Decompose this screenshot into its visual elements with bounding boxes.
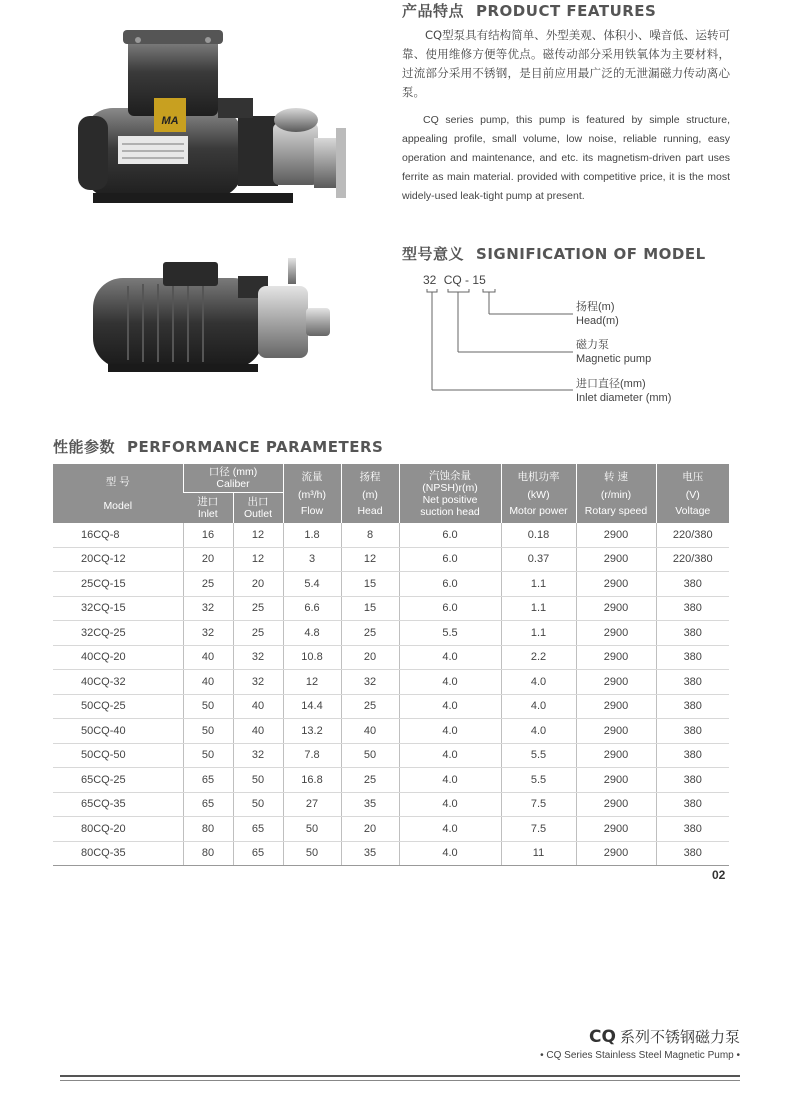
header-power: [501, 464, 576, 523]
cell-inlet: 16: [183, 523, 233, 547]
cell-inlet: 40: [183, 670, 233, 695]
cell-voltage: 220/380: [656, 547, 729, 572]
product-features-heading: [402, 0, 656, 21]
cell-voltage: 380: [656, 645, 729, 670]
product-features-title-en: PRODUCT FEATURES: [476, 2, 657, 20]
header-model: [53, 464, 183, 523]
table-row: [53, 817, 729, 842]
header-model-cn: 型 号: [105, 475, 130, 488]
cell-flow: 4.8: [283, 621, 341, 646]
cell-outlet: 20: [233, 572, 283, 597]
cell-speed: 2900: [576, 792, 656, 817]
header-speed-unit: (r/min): [600, 488, 632, 501]
header-npsh-unit: (NPSH)r(m): [422, 481, 478, 494]
cell-voltage: 380: [656, 841, 729, 866]
table-row: [53, 743, 729, 768]
header-outlet-en: Outlet: [243, 508, 272, 520]
model-inlet-en: Inlet diameter (mm): [576, 392, 672, 404]
header-head-en: Head: [357, 504, 383, 517]
header-inlet-en: Inlet: [197, 508, 218, 520]
cell-speed: 2900: [576, 743, 656, 768]
cell-power: 5.5: [501, 768, 576, 793]
header-npsh-en2: suction head: [420, 505, 480, 518]
cell-model: 50CQ-40: [53, 719, 183, 744]
table-row: [53, 645, 729, 670]
cell-power: 4.0: [501, 694, 576, 719]
model-head-label: [576, 300, 619, 328]
cell-head: 8: [341, 523, 399, 547]
cell-npsh: 4.0: [399, 841, 501, 866]
cell-voltage: 380: [656, 817, 729, 842]
header-voltage-cn: 电压: [682, 470, 704, 483]
cell-model: 80CQ-20: [53, 817, 183, 842]
cell-model: 40CQ-20: [53, 645, 183, 670]
model-code: [423, 273, 486, 287]
cell-voltage: 380: [656, 719, 729, 744]
cell-outlet: 32: [233, 645, 283, 670]
table-row: [53, 547, 729, 572]
cell-model: 50CQ-50: [53, 743, 183, 768]
cell-speed: 2900: [576, 817, 656, 842]
cell-speed: 2900: [576, 768, 656, 793]
model-magnetic-en: Magnetic pump: [576, 353, 652, 365]
header-speed-cn: 转 速: [604, 470, 628, 483]
cell-model: 20CQ-12: [53, 547, 183, 572]
cell-power: 1.1: [501, 621, 576, 646]
cell-inlet: 40: [183, 645, 233, 670]
cell-npsh: 4.0: [399, 792, 501, 817]
header-head-unit: (m): [362, 488, 378, 501]
cell-power: 0.37: [501, 547, 576, 572]
cell-voltage: 380: [656, 792, 729, 817]
model-inlet-label: [576, 377, 671, 405]
cell-outlet: 50: [233, 768, 283, 793]
header-power-cn: 电机功率: [517, 470, 560, 483]
cell-voltage: 380: [656, 743, 729, 768]
cell-flow: 1.8: [283, 523, 341, 547]
cell-flow: 3: [283, 547, 341, 572]
cell-power: 7.5: [501, 792, 576, 817]
page-number: 02: [712, 868, 726, 882]
header-power-en: Motor power: [509, 504, 568, 517]
header-flow-cn: 流量: [301, 470, 323, 483]
cell-voltage: 380: [656, 621, 729, 646]
header-head: [341, 464, 399, 523]
cell-head: 50: [341, 743, 399, 768]
model-code-dash: -: [465, 273, 470, 287]
cell-npsh: 5.5: [399, 621, 501, 646]
cell-head: 20: [341, 645, 399, 670]
cell-npsh: 4.0: [399, 694, 501, 719]
cell-power: 0.18: [501, 523, 576, 547]
cell-outlet: 25: [233, 621, 283, 646]
cell-inlet: 80: [183, 817, 233, 842]
cell-speed: 2900: [576, 596, 656, 621]
cell-model: 25CQ-15: [53, 572, 183, 597]
model-sig-title-en: SIGNIFICATION OF MODEL: [476, 245, 706, 263]
header-outlet: [233, 493, 283, 524]
footer-rule-thin: [60, 1080, 740, 1081]
cell-model: 16CQ-8: [53, 523, 183, 547]
cell-model: 80CQ-35: [53, 841, 183, 866]
cell-outlet: 32: [233, 743, 283, 768]
cell-power: 1.1: [501, 572, 576, 597]
cell-outlet: 12: [233, 523, 283, 547]
cell-inlet: 80: [183, 841, 233, 866]
cell-speed: 2900: [576, 572, 656, 597]
cell-head: 15: [341, 596, 399, 621]
header-speed: [576, 464, 656, 523]
performance-table-body: [53, 523, 729, 866]
cell-inlet: 32: [183, 621, 233, 646]
cell-model: 40CQ-32: [53, 670, 183, 695]
cell-power: 5.5: [501, 743, 576, 768]
cell-npsh: 4.0: [399, 817, 501, 842]
header-voltage-unit: (V): [685, 488, 700, 501]
header-power-unit: (kW): [527, 488, 550, 501]
table-row: [53, 572, 729, 597]
header-head-cn: 扬程: [359, 470, 381, 483]
header-npsh-cn: 汽蚀余量: [429, 469, 471, 482]
cell-outlet: 40: [233, 694, 283, 719]
cell-head: 25: [341, 621, 399, 646]
cell-npsh: 4.0: [399, 768, 501, 793]
cell-power: 11: [501, 841, 576, 866]
cell-power: 4.0: [501, 719, 576, 744]
model-signification-heading: [402, 243, 706, 264]
table-row: [53, 621, 729, 646]
header-caliber: [183, 464, 283, 493]
footer-series: CQ: [589, 1027, 616, 1047]
model-inlet-cn: 进口直径(mm): [576, 378, 646, 390]
header-caliber-en: Caliber: [216, 478, 250, 490]
cell-npsh: 6.0: [399, 596, 501, 621]
product-features-text-en: CQ series pump, this pump is featured by simple structure, appealing profile, small volume, low noise, reliable running, easy operation and maintenance, and etc. its magnetism-driven part uses ferrite as main material. provided with competitive price, it is the most widely-used leak-tight pump at present.: [402, 114, 730, 202]
product-features-text-cn: CQ型泵具有结构简单、外型美观、体积小、噪音低、运转可靠、使用维修方便等优点。磁传动部分采用铁氧体为主要材料，过流部分采用不锈钢，是目前应用最广泛的无泄漏磁力传动离心泵。: [402, 28, 730, 99]
cell-voltage: 380: [656, 768, 729, 793]
table-row: [53, 841, 729, 866]
performance-title-en: PERFORMANCE PARAMETERS: [127, 438, 384, 456]
cell-outlet: 25: [233, 596, 283, 621]
header-flow: [283, 464, 341, 523]
cell-speed: 2900: [576, 694, 656, 719]
explosion-proof-pump-image: [78, 28, 348, 213]
cell-model: 32CQ-15: [53, 596, 183, 621]
cell-inlet: 50: [183, 694, 233, 719]
cell-outlet: 65: [233, 817, 283, 842]
cell-model: 50CQ-25: [53, 694, 183, 719]
model-head-cn: 扬程(m): [576, 301, 615, 313]
performance-table: [53, 464, 729, 866]
table-row: [53, 596, 729, 621]
header-npsh-en1: Net positive: [422, 493, 478, 506]
table-row: [53, 670, 729, 695]
cell-npsh: 4.0: [399, 719, 501, 744]
cell-flow: 50: [283, 841, 341, 866]
header-voltage-en: Voltage: [675, 504, 711, 517]
cell-flow: 27: [283, 792, 341, 817]
cell-outlet: 12: [233, 547, 283, 572]
header-caliber-cn: 口径 (mm): [208, 466, 258, 478]
cell-head: 20: [341, 817, 399, 842]
cell-speed: 2900: [576, 719, 656, 744]
cell-npsh: 4.0: [399, 645, 501, 670]
model-code-type: CQ: [443, 273, 462, 287]
cell-flow: 6.6: [283, 596, 341, 621]
footer-subtitle: • CQ Series Stainless Steel Magnetic Pump •: [540, 1050, 740, 1061]
cell-flow: 12: [283, 670, 341, 695]
performance-title-cn: 性能参数: [53, 438, 116, 456]
cell-inlet: 20: [183, 547, 233, 572]
cell-inlet: 50: [183, 743, 233, 768]
table-row: [53, 768, 729, 793]
model-signification-lines: [425, 286, 575, 396]
model-sig-title-cn: 型号意义: [402, 245, 465, 263]
cell-npsh: 4.0: [399, 743, 501, 768]
cell-inlet: 65: [183, 792, 233, 817]
cell-model: 65CQ-35: [53, 792, 183, 817]
footer-rule-thick: [60, 1075, 740, 1077]
model-head-en: Head(m): [576, 315, 619, 327]
cell-model: 65CQ-25: [53, 768, 183, 793]
cell-head: 15: [341, 572, 399, 597]
cell-flow: 50: [283, 817, 341, 842]
cell-head: 35: [341, 841, 399, 866]
cell-flow: 5.4: [283, 572, 341, 597]
cell-inlet: 65: [183, 768, 233, 793]
footer-title: [589, 1026, 740, 1047]
cell-voltage: 380: [656, 670, 729, 695]
header-flow-en: Flow: [300, 504, 324, 517]
cell-inlet: 50: [183, 719, 233, 744]
table-row: [53, 694, 729, 719]
cell-voltage: 380: [656, 572, 729, 597]
cell-npsh: 6.0: [399, 523, 501, 547]
cell-outlet: 32: [233, 670, 283, 695]
cell-flow: 10.8: [283, 645, 341, 670]
cell-power: 4.0: [501, 670, 576, 695]
cell-speed: 2900: [576, 841, 656, 866]
cell-inlet: 25: [183, 572, 233, 597]
cell-outlet: 50: [233, 792, 283, 817]
cell-head: 40: [341, 719, 399, 744]
cell-outlet: 40: [233, 719, 283, 744]
cell-flow: 7.8: [283, 743, 341, 768]
model-magnetic-label: [576, 338, 651, 366]
table-row: [53, 523, 729, 547]
cell-speed: 2900: [576, 645, 656, 670]
header-model-en: Model: [103, 499, 133, 512]
cell-flow: 16.8: [283, 768, 341, 793]
cell-speed: 2900: [576, 670, 656, 695]
cell-head: 12: [341, 547, 399, 572]
header-voltage: [656, 464, 729, 523]
ma-badge-text: MA: [161, 115, 179, 127]
cell-power: 2.2: [501, 645, 576, 670]
header-speed-en: Rotary speed: [584, 504, 648, 517]
model-code-inlet: 32: [423, 273, 437, 287]
cell-voltage: 380: [656, 596, 729, 621]
cell-voltage: 220/380: [656, 523, 729, 547]
cell-speed: 2900: [576, 523, 656, 547]
cell-npsh: 6.0: [399, 572, 501, 597]
cell-outlet: 65: [233, 841, 283, 866]
cell-model: 32CQ-25: [53, 621, 183, 646]
performance-heading: [53, 436, 383, 457]
cell-head: 25: [341, 768, 399, 793]
cell-flow: 13.2: [283, 719, 341, 744]
cell-head: 32: [341, 670, 399, 695]
product-features-title-cn: 产品特点: [402, 2, 465, 20]
cell-head: 25: [341, 694, 399, 719]
table-row: [53, 792, 729, 817]
standard-pump-image: [88, 256, 338, 376]
cell-npsh: 4.0: [399, 670, 501, 695]
cell-inlet: 32: [183, 596, 233, 621]
cell-speed: 2900: [576, 547, 656, 572]
cell-power: 1.1: [501, 596, 576, 621]
header-inlet: [183, 493, 233, 524]
header-npsh: [399, 464, 501, 523]
cell-head: 35: [341, 792, 399, 817]
model-magnetic-cn: 磁力泵: [576, 339, 609, 351]
header-flow-unit: (m³/h): [298, 488, 326, 501]
header-outlet-cn: 出口: [247, 496, 269, 508]
cell-speed: 2900: [576, 621, 656, 646]
table-row: [53, 719, 729, 744]
header-inlet-cn: 进口: [197, 496, 219, 508]
model-code-head: 15: [472, 273, 486, 287]
cell-voltage: 380: [656, 694, 729, 719]
footer-title-cn: 系列不锈钢磁力泵: [619, 1028, 740, 1046]
cell-flow: 14.4: [283, 694, 341, 719]
cell-power: 7.5: [501, 817, 576, 842]
cell-npsh: 6.0: [399, 547, 501, 572]
